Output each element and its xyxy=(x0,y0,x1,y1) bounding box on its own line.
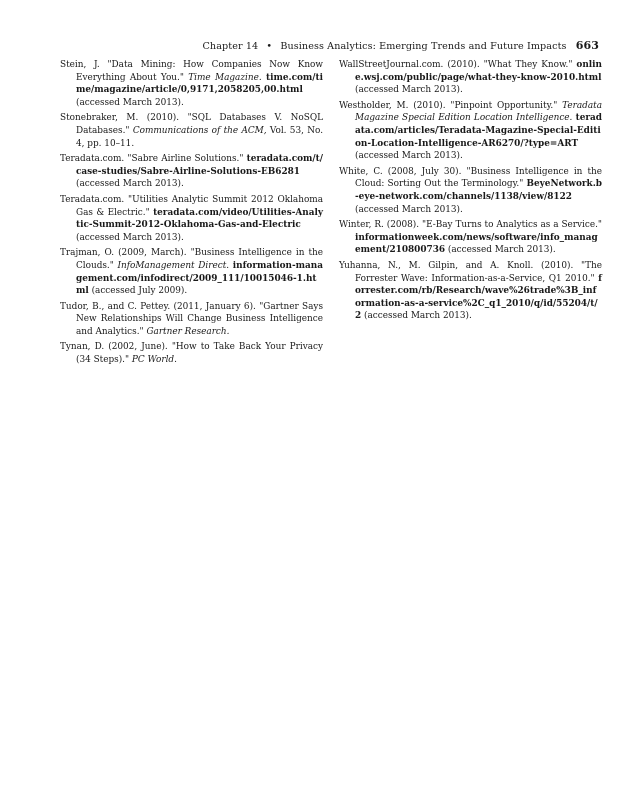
running-head xyxy=(202,39,599,52)
reference-entry: Trajman, O. (2009, March). "Business Intelligence in the Clouds." InfoManagement Direct. information-management.com/infodirect/2009_111/10015046-1.html (accessed July 2009). xyxy=(60,248,324,297)
reference-entry: Tudor, B., and C. Pettey. (2011, January 6). "Gartner Says New Relationships Will Change Business Intelligence and Analytics." Gartner Research. xyxy=(60,301,323,337)
reference-entry: Westholder, M. (2010). "Pinpoint Opportunity." Teradata Magazine Special Edition Location Intelligence. teradata.com/articles/Teradata-Magazine-Special-Edition-Location-Intelligence-AR6270/?type=ART (accessed March 2013). xyxy=(339,100,602,162)
reference-entry: Teradata.com. "Sabre Airline Solutions." teradata.com/t/case-studies/Sabre-Airline-Solutions-EB6281 (accessed March 2013). xyxy=(60,154,323,190)
chapter-title: Business Analytics: Emerging Trends and Future Impacts xyxy=(280,41,567,52)
reference-entry: White, C. (2008, July 30). "Business Intelligence in the Cloud: Sorting Out the Terminology." BeyeNetwork.b-eye-network.com/channels/1138/view/8122 (accessed March 2013). xyxy=(339,166,602,215)
reference-entry: Teradata.com. "Utilities Analytic Summit 2012 Oklahoma Gas & Electric." teradata.com/video/Utilities-Analytic-Summit-2012-Oklahoma-Gas-and-Electric (accessed March 2013). xyxy=(60,194,323,243)
reference-entry: Stonebraker, M. (2010). "SQL Databases V. NoSQL Databases." Communications of the ACM, Vol. 53, No. 4, pp. 10–11. xyxy=(60,113,324,149)
reference-entry: WallStreetJournal.com. (2010). "What They Know." online.wsj.com/public/page/what-they-know-2010.html (accessed March 2013). xyxy=(339,60,602,96)
reference-entry: Yuhanna, N., M. Gilpin, and A. Knoll. (2010). "The Forrester Wave: Information-as-a-Service, Q1 2010." forrester.com/rb/Research/wave%26trade%3B_information-as-a-service%2C_q1_2010/q/id/55204/t/2 (accessed March 2013). xyxy=(339,260,602,322)
reference-entry: Winter, R. (2008). "E-Bay Turns to Analytics as a Service." informationweek.com/news/software/info_management/210800736 (accessed March 2013). xyxy=(339,220,602,256)
header-bullet: • xyxy=(266,41,273,52)
reference-entry: Stein, J. "Data Mining: How Companies Now Know Everything About You." Time Magazine. time.com/time/magazine/article/0,9171,2058205,00.html (accessed March 2013). xyxy=(60,60,324,108)
references-left-column xyxy=(60,59,323,370)
reference-entry: Tynan, D. (2002, June). "How to Take Back Your Privacy (34 Steps)." PC World. xyxy=(60,342,323,366)
references-right-column xyxy=(339,59,602,326)
page-number: 663 xyxy=(575,39,599,52)
chapter-label: Chapter 14 xyxy=(202,41,259,52)
